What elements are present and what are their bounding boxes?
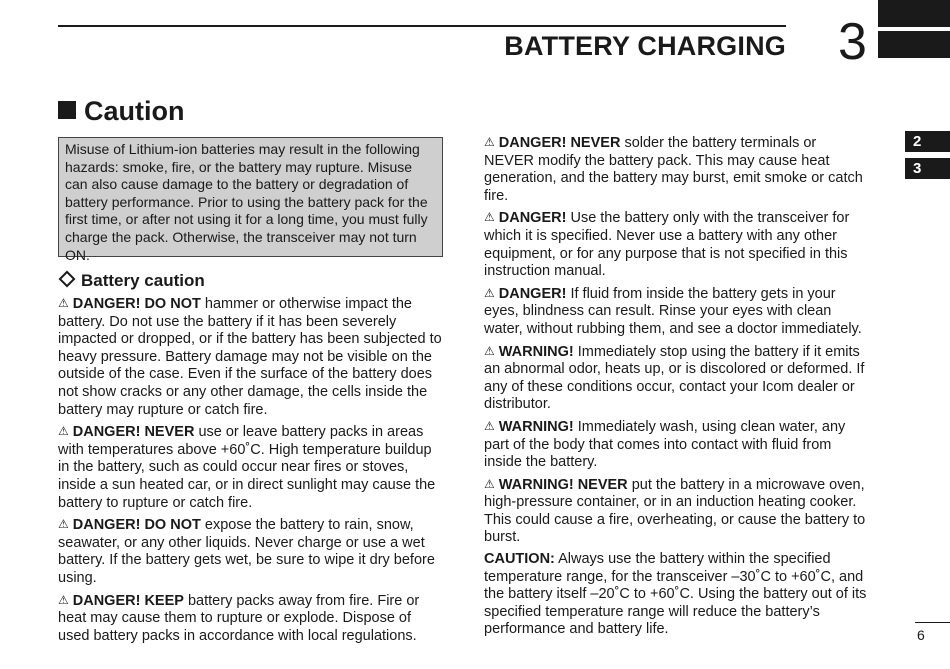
warning-text: use or leave battery packs in areas with temperatures above +60˚C. High temperature buildup in the battery, such as could occur near fires or stoves, inside a sun heated car, or in direct sunlight may cause the battery to rupture or catch fire. <box>58 424 436 511</box>
warning-paragraph <box>484 134 868 205</box>
warning-triangle-icon: ⚠ <box>484 343 495 358</box>
warning-text: expose the battery to rain, snow, seawater, or any other liquids. Never charge or use a wet battery. If the battery gets wet, be sure to wipe it dry before using. <box>58 517 435 586</box>
warning-paragraph <box>484 209 868 280</box>
caution-text: Always use the battery within the specified temperature range, for the transceiver –30˚C to +60˚C, and the battery itself –20˚C to +60˚C. Using the battery out of its specified temperature range will reduce the battery’s performance and battery life. <box>484 551 867 638</box>
caution-label: CAUTION: <box>484 551 555 568</box>
warning-label: WARNING! <box>498 343 574 360</box>
warning-triangle-icon: ⚠ <box>484 135 495 149</box>
warning-paragraph <box>58 423 444 512</box>
warning-triangle-icon: ⚠ <box>58 592 69 607</box>
section-title-text: Caution <box>84 96 185 126</box>
warning-paragraph <box>484 285 868 339</box>
warning-paragraph <box>484 476 868 547</box>
header-tab-bar <box>878 31 950 58</box>
warning-label: DANGER! <box>498 285 567 302</box>
warning-paragraph <box>58 516 444 587</box>
warning-triangle-icon: ⚠ <box>58 424 69 439</box>
warning-text: Immediately wash, using clean water, any part of the body that comes into contact with fluid from inside the battery. <box>484 418 846 471</box>
warning-text: hammer or otherwise impact the battery. Do not use the battery if it has been severely impacted or dropped, or if the battery has been subjected to heavy pressure. Battery damage may not be visible on the outside of the case. Even if the surface of the battery does not show cracks or any other damage, the cells inside the battery may rupture or catch fire. <box>58 296 442 418</box>
warning-label: WARNING! NEVER <box>498 476 628 493</box>
section-title <box>58 96 185 127</box>
warning-triangle-icon: ⚠ <box>484 210 495 225</box>
warning-label: DANGER! DO NOT <box>72 296 201 312</box>
warning-label: DANGER! DO NOT <box>72 517 201 534</box>
footer-rule <box>915 622 950 623</box>
warning-triangle-icon: ⚠ <box>484 285 495 300</box>
warning-text: If fluid from inside the battery gets in your eyes, blindness can result. Rinse your eyes with clean water, without rubbing them, and see a doctor immediately. <box>484 285 862 337</box>
warning-label: DANGER! NEVER <box>72 424 195 441</box>
warning-label: DANGER! <box>498 210 567 227</box>
page-number: 6 <box>917 627 925 643</box>
chapter-title: BATTERY CHARGING <box>504 31 786 61</box>
warning-text: solder the battery terminals or NEVER modify the battery pack. This may cause heat generation, and the battery may burst, emit smoke or catch fire. <box>484 135 863 204</box>
square-bullet-icon <box>58 101 76 119</box>
warning-triangle-icon: ⚠ <box>484 418 495 433</box>
warning-text: Immediately stop using the battery if it emits an abnormal odor, heats up, or is discolored or deformed. If any of these conditions occur, contact your Icom dealer or distributor. <box>484 343 865 413</box>
header-tab-bar <box>878 0 950 27</box>
caution-note <box>484 551 868 639</box>
diamond-bullet-icon <box>59 271 76 288</box>
subsection-title-text: Battery caution <box>81 271 205 290</box>
warning-triangle-icon: ⚠ <box>58 296 69 310</box>
warning-text: put the battery in a microwave oven, high-pressure container, or in an induction heating cooker. This could cause a fire, overheating, or cause the battery to burst. <box>484 476 866 546</box>
warning-paragraph <box>484 343 868 414</box>
warning-label: DANGER! NEVER <box>498 135 621 151</box>
chapter-number: 3 <box>838 13 867 71</box>
left-column <box>58 295 444 649</box>
right-column <box>484 134 868 643</box>
warning-label: DANGER! KEEP <box>72 592 184 609</box>
warning-triangle-icon: ⚠ <box>484 476 495 491</box>
warning-label: WARNING! <box>498 418 574 435</box>
warning-text: Use the battery only with the transceiver for which it is specified. Never use a battery with any other equipment, or for any purpose that is not specified in this instruction manual. <box>484 210 850 280</box>
side-tab-2[interactable]: 2 <box>905 131 950 152</box>
header-rule <box>58 25 786 27</box>
warning-paragraph <box>58 295 444 419</box>
subsection-title <box>58 271 205 291</box>
warning-text: battery packs away from fire. Fire or heat may cause them to rupture or explode. Dispose of used battery packs in accordance with local regulations. <box>58 592 420 644</box>
caution-box: Misuse of Lithium-ion batteries may result in the following hazards: smoke, fire, or the battery may rupture. Misuse can also cause damage to the battery or degradation of battery performance. Prior to using the battery pack for the first time, or after not using it for a long time, you must fully charge the pack. Otherwise, the transceiver may not turn ON. <box>58 137 443 257</box>
warning-paragraph <box>484 418 868 472</box>
warning-triangle-icon: ⚠ <box>58 517 69 532</box>
warning-paragraph <box>58 592 444 646</box>
side-tab-3[interactable]: 3 <box>905 158 950 179</box>
